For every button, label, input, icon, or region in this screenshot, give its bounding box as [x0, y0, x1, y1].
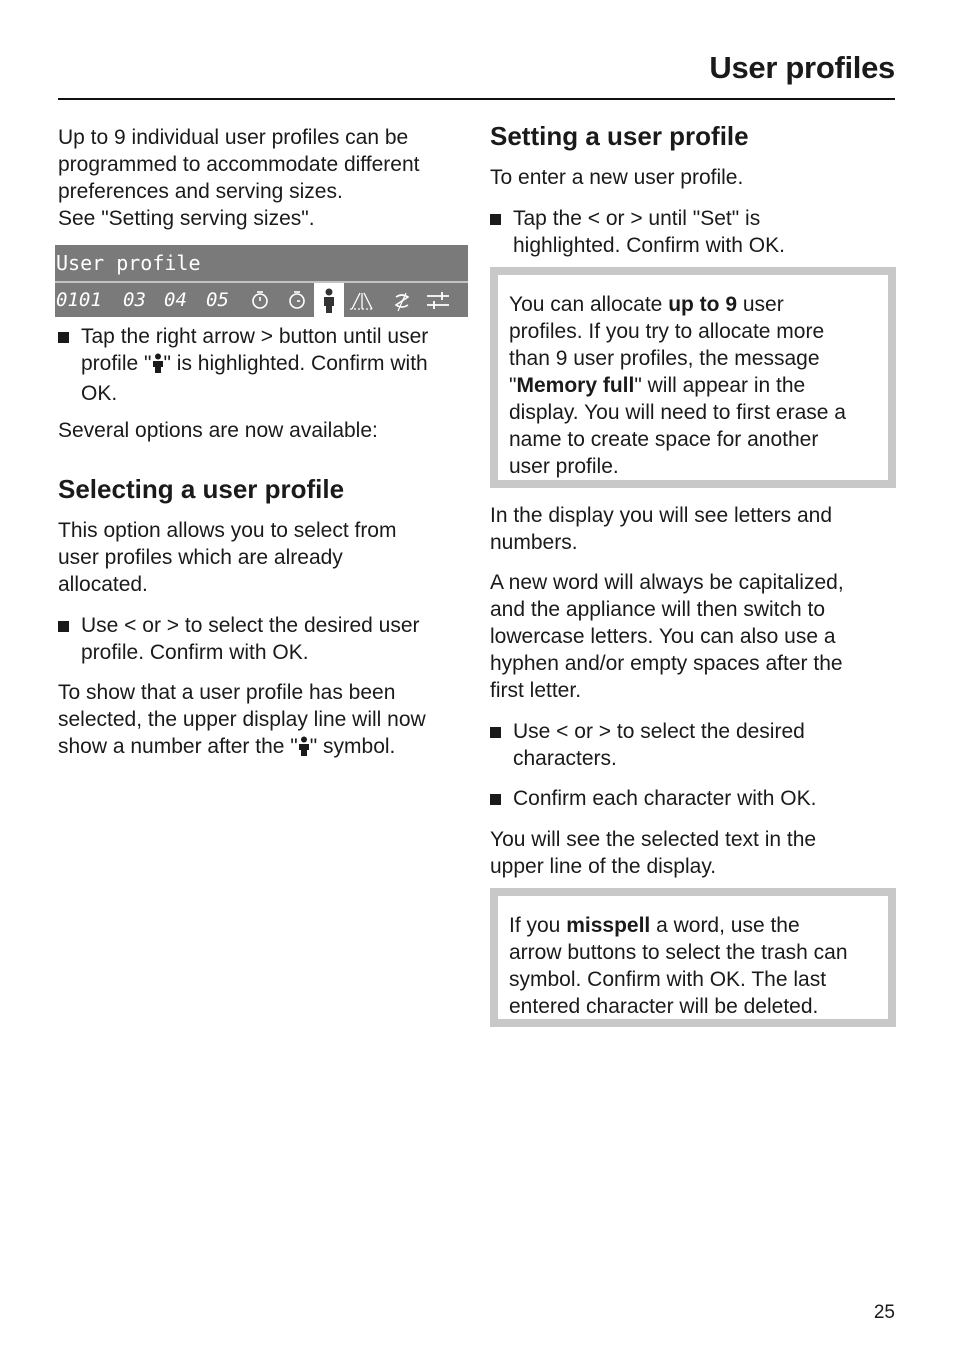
bullet-confirm-character [490, 785, 919, 812]
text-segment: a word, use the [650, 914, 800, 937]
bullet-line: highlighted. Confirm with OK. [513, 234, 785, 257]
bullet-text: " is highlighted. Confirm with [163, 352, 428, 375]
capital-info-1: A new word will always be capitalized, [490, 571, 844, 594]
bullet-marker [490, 794, 501, 805]
timer-icon [285, 283, 309, 317]
text-segment: " will appear in the [634, 374, 806, 397]
intro-line-2: programmed to accommodate different [58, 153, 420, 176]
text-segment: You can allocate [509, 293, 669, 316]
bullet-select-characters [490, 718, 919, 772]
user-profile-icon [152, 353, 164, 380]
appliance-display [55, 245, 468, 317]
capital-info-2: and the appliance will then switch to [490, 598, 826, 621]
bullet-line: profile. Confirm with OK. [81, 641, 309, 664]
timer-icon [248, 283, 272, 317]
bullet-line: OK. [81, 382, 118, 405]
bullet-line: characters. [513, 747, 617, 770]
bullet-line: Tap the < or > until "Set" is [513, 207, 761, 230]
page-number: 25 [873, 1302, 895, 1323]
note-box-misspell [490, 888, 896, 1027]
bullet-tap-right-arrow [58, 323, 491, 407]
text-segment: " [509, 374, 517, 397]
steam-icon [346, 283, 378, 317]
bullet-line: Use < or > to select the desired user [81, 614, 420, 637]
text-segment: show a number after the " [58, 735, 298, 758]
note-line [509, 372, 805, 399]
bullet-line [81, 350, 491, 380]
note-line: symbol. Confirm with OK. The last [509, 968, 827, 991]
capital-info-3: lowercase letters. You can also use a [490, 625, 836, 648]
options-available-text: Several options are now available: [58, 419, 378, 442]
heading-selecting-user-profile: Selecting a user profile [58, 474, 345, 504]
bullet-text: profile " [81, 352, 152, 375]
bullet-tap-until-set [490, 205, 919, 259]
note-box-memory [490, 267, 896, 488]
bullet-line: Confirm each character with OK. [513, 787, 817, 810]
page-title: User profiles [709, 50, 895, 85]
note-line: name to create space for another [509, 428, 819, 451]
note-line [509, 912, 800, 939]
intro-line-4: See "Setting serving sizes". [58, 207, 315, 230]
note-line: entered character will be deleted. [509, 995, 819, 1018]
display-item-03: 03 [123, 289, 146, 311]
display-info-2: numbers. [490, 531, 578, 554]
drip-icon [389, 283, 415, 317]
bullet-marker [490, 214, 501, 225]
note-line: profiles. If you try to allocate more [509, 320, 825, 343]
note-line [509, 291, 784, 318]
capital-info-5: first letter. [490, 679, 582, 702]
selected-info-2: selected, the upper display line will now [58, 708, 426, 731]
display-bottom-line [55, 283, 468, 317]
note-line: display. You will need to first erase a [509, 401, 846, 424]
display-item-04: 04 [164, 289, 187, 311]
selected-info-3 [58, 733, 395, 763]
display-item-0101: 0101 [56, 289, 102, 311]
selecting-desc-2: user profiles which are already [58, 546, 343, 569]
capital-info-4: hyphen and/or empty spaces after the [490, 652, 843, 675]
text-segment: user [737, 293, 784, 316]
setting-intro: To enter a new user profile. [490, 166, 744, 189]
display-info-1: In the display you will see letters and [490, 504, 833, 527]
settings-icon [423, 283, 453, 317]
bold-text: up to 9 [668, 293, 738, 316]
bullet-select-user-profile [58, 612, 491, 666]
bullet-marker [490, 727, 501, 738]
display-item-05: 05 [206, 289, 229, 311]
note-line: user profile. [509, 455, 619, 478]
user-profile-icon [314, 283, 344, 317]
bold-text: misspell [566, 914, 651, 937]
text-segment: " symbol. [309, 735, 396, 758]
intro-line-3: preferences and serving sizes. [58, 180, 343, 203]
bullet-marker [58, 332, 69, 343]
selected-text-info-1: You will see the selected text in the [490, 828, 817, 851]
note-line: arrow buttons to select the trash can [509, 941, 848, 964]
selected-info-1: To show that a user profile has been [58, 681, 396, 704]
heading-setting-user-profile: Setting a user profile [490, 121, 749, 151]
title-divider [58, 98, 895, 100]
bullet-line: Use < or > to select the desired [513, 720, 805, 743]
bold-text: Memory full [516, 374, 635, 397]
text-segment: If you [509, 914, 567, 937]
display-top-line: User profile [56, 251, 201, 275]
bullet-marker [58, 621, 69, 632]
intro-line-1: Up to 9 individual user profiles can be [58, 126, 409, 149]
selected-text-info-2: upper line of the display. [490, 855, 717, 878]
selecting-desc-1: This option allows you to select from [58, 519, 397, 542]
selecting-desc-3: allocated. [58, 573, 148, 596]
bullet-line: Tap the right arrow > button until user [81, 325, 429, 348]
note-line: than 9 user profiles, the message [509, 347, 820, 370]
user-profile-icon [298, 736, 310, 763]
